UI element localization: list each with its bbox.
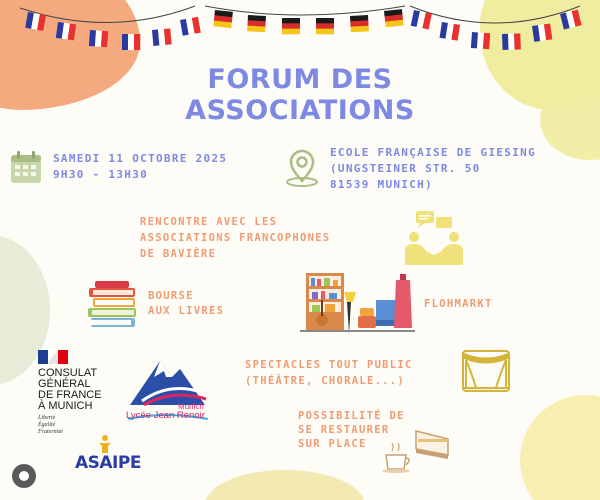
- activity-meet: [140, 214, 331, 262]
- theatre-curtain-icon: [462, 350, 510, 392]
- books-line2: AUX LIVRES: [148, 305, 225, 317]
- shows-line1: SPECTACLES TOUT PUBLIC: [245, 359, 413, 371]
- activity-shows: [245, 357, 413, 389]
- consulat-logo: [38, 350, 102, 436]
- bunting-flag: [89, 30, 108, 47]
- calendar-icon: [10, 150, 42, 184]
- lycee-city: Munich: [178, 402, 204, 411]
- books-icon: [85, 280, 141, 330]
- title-line1: FORUM DES: [207, 64, 393, 95]
- bunting-flag: [213, 10, 233, 28]
- bunting-flag: [350, 15, 369, 32]
- bunting-flag: [25, 12, 46, 31]
- asaipe-figure-icon: [98, 435, 112, 453]
- consulat-name: [38, 368, 102, 412]
- consulat-line2: GÉNÉRAL: [38, 378, 91, 390]
- decor-blob-yellow-bottom-center: [205, 470, 365, 500]
- marianne-flag-icon: [38, 350, 68, 364]
- bunting-flag: [384, 9, 404, 27]
- event-date: SAMEDI 11 OCTOBRE 2025: [53, 152, 228, 165]
- motto-liberte: Liberté: [38, 415, 56, 421]
- bunting-flag: [152, 28, 172, 46]
- people-chat-icon: [402, 209, 466, 267]
- bunting-flag: [502, 33, 521, 50]
- meet-line1: RENCONTRE AVEC LES: [140, 216, 278, 228]
- motto-fraternite: Fraternité: [38, 429, 63, 435]
- motto-egalite: Égalité: [38, 422, 56, 428]
- activity-books: [148, 289, 224, 319]
- bunting-flag: [122, 34, 140, 50]
- food-line3: SUR PLACE: [298, 438, 367, 450]
- food-line2: SE RESTAURER: [298, 424, 390, 436]
- consulat-line4: À MUNICH: [38, 400, 93, 412]
- bunting-flag: [471, 32, 490, 49]
- title-line2: ASSOCIATIONS: [185, 95, 415, 126]
- meet-line2: ASSOCIATIONS FRANCOPHONES: [140, 232, 331, 244]
- lycee-name: Lycée Jean Renoir: [126, 410, 205, 421]
- location-line3: 81539 MUNICH): [330, 178, 433, 191]
- bunting-flag: [247, 15, 266, 32]
- decor-blob-yellow-bottom: [520, 395, 600, 500]
- event-location: [330, 145, 536, 193]
- instagram-icon[interactable]: [12, 464, 36, 488]
- bunting-flag: [282, 18, 300, 34]
- bunting-flag: [439, 22, 460, 41]
- books-line1: BOURSE: [148, 290, 194, 302]
- bunting-flag: [532, 23, 552, 41]
- bunting-flags: [0, 0, 600, 60]
- french-flags-right: [411, 10, 582, 50]
- page-title: [0, 64, 600, 126]
- coffee-cake-icon: [380, 425, 452, 475]
- german-flags: [213, 9, 403, 34]
- republic-motto: [38, 415, 102, 436]
- consulat-line3: DE FRANCE: [38, 389, 102, 401]
- meet-line3: DE BAVIÈRE: [140, 248, 217, 260]
- event-time: 9H30 - 13H30: [53, 168, 149, 181]
- location-line1: ECOLE FRANÇAISE DE GIESING: [330, 146, 536, 159]
- french-flags-left: [25, 12, 201, 50]
- event-datetime: [53, 151, 227, 183]
- bunting-flag: [316, 18, 334, 34]
- location-line2: (UNGSTEINER STR. 50: [330, 162, 481, 175]
- location-pin-icon: [282, 148, 322, 188]
- flea-market-icon: [300, 270, 415, 336]
- bunting-flag: [180, 17, 201, 36]
- food-line1: POSSIBILITÉ DE: [298, 410, 405, 422]
- shows-line2: (THÉÂTRE, CHORALE...): [245, 375, 406, 387]
- activity-flohmarkt: FLOHMARKT: [424, 298, 493, 310]
- consulat-line1: CONSULAT: [38, 367, 98, 379]
- asaipe-logo: ASAIPE: [75, 453, 141, 473]
- bunting-flag: [56, 22, 76, 40]
